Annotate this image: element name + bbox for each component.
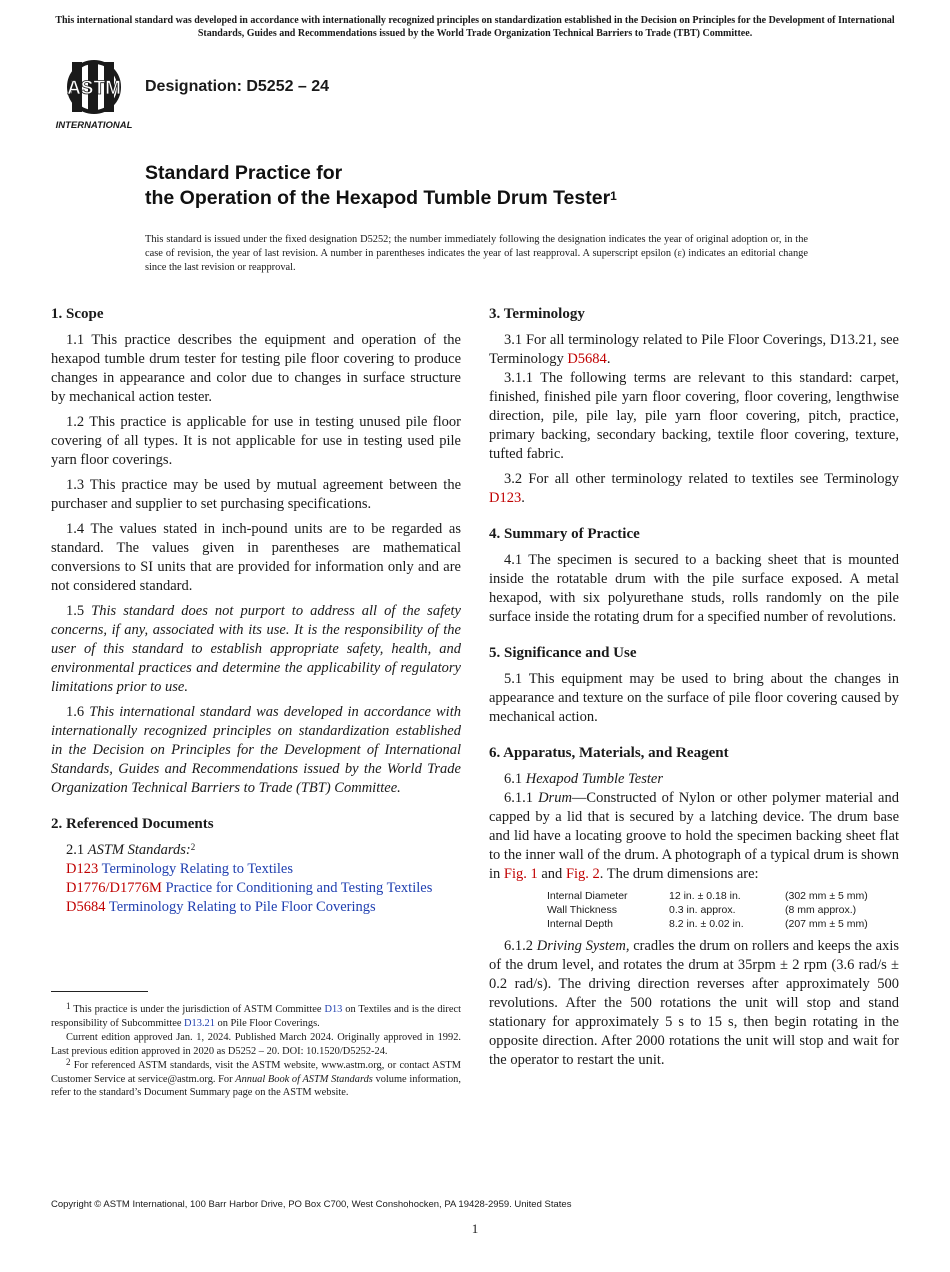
fig-1-link[interactable]: Fig. 1 bbox=[503, 866, 538, 882]
ref-code[interactable]: D5684 bbox=[66, 899, 106, 915]
terminology-3-2-end: . bbox=[521, 490, 525, 506]
table-row bbox=[547, 889, 868, 903]
terminology-heading: 3. Terminology bbox=[489, 306, 585, 322]
referenced-2-1 bbox=[51, 841, 461, 860]
scope-1-5-num: 1.5 bbox=[66, 603, 92, 619]
apparatus-6-1-num: 6.1 bbox=[504, 771, 526, 787]
scope-1-6-num: 1.6 bbox=[66, 704, 90, 720]
table-row bbox=[547, 903, 868, 917]
title-line-2 bbox=[145, 186, 617, 211]
footnote-2-mark: 2 bbox=[66, 1057, 71, 1067]
terminology-3-2 bbox=[489, 470, 899, 508]
drum-dimensions-table bbox=[547, 889, 868, 931]
apparatus-6-1-text: Hexapod Tumble Tester bbox=[525, 771, 663, 787]
scope-1-2: 1.2 This practice is applicable for use in testing unused pile floor covering of all types. It is not applicable for use in testing used pile yarn floor coverings. bbox=[51, 414, 461, 468]
footnote-1 bbox=[51, 1003, 461, 1030]
footnote-link-d13[interactable]: D13 bbox=[324, 1004, 343, 1015]
dim-name: Internal Diameter bbox=[547, 890, 628, 902]
dim-name: Wall Thickness bbox=[547, 904, 618, 916]
summary-heading: 4. Summary of Practice bbox=[489, 526, 640, 542]
title-line-2-text: the Operation of the Hexapod Tumble Drum Tester bbox=[145, 187, 611, 209]
dim-imperial: 0.3 in. approx. bbox=[669, 904, 736, 916]
astm-logo bbox=[52, 56, 136, 132]
footnote-1-end: on Pile Floor Coverings. bbox=[214, 1017, 320, 1029]
scope-heading: 1. Scope bbox=[51, 306, 104, 322]
ref-title[interactable]: Terminology Relating to Textiles bbox=[98, 861, 294, 877]
footnote-divider bbox=[51, 991, 148, 992]
terminology-3-2-text: 3.2 For all other terminology related to textiles see Terminology bbox=[504, 471, 899, 487]
terminology-3-1-text: 3.1 For all terminology related to Pile Floor Coverings, D13.21, see Terminology bbox=[489, 332, 899, 367]
apparatus-and: and bbox=[537, 866, 566, 882]
significance-heading: 5. Significance and Use bbox=[489, 645, 637, 661]
terminology-3-1-end: . bbox=[606, 351, 611, 367]
ref-title[interactable]: Terminology Relating to Pile Floor Coverings bbox=[105, 899, 376, 915]
apparatus-6-1-1 bbox=[489, 789, 899, 884]
apparatus-drum-term: Drum bbox=[538, 790, 572, 806]
title-line-1: Standard Practice for bbox=[145, 162, 343, 184]
apparatus-6-1-1-end: . The drum dimensions are: bbox=[599, 866, 759, 882]
referenced-2-1-num: 2.1 bbox=[66, 842, 88, 858]
dim-name: Internal Depth bbox=[547, 918, 613, 930]
scope-1-3: 1.3 This practice may be used by mutual agreement between the purchaser and supplier to set purchasing specifications. bbox=[51, 477, 461, 512]
footnote-2-text: For referenced ASTM standards, visit the ASTM website, www.astm.org, or contact ASTM Customer Service at service@astm.org. For bbox=[51, 1060, 461, 1085]
dim-metric: (207 mm ± 5 mm) bbox=[785, 918, 868, 930]
apparatus-6-1-2-num: 6.1.2 bbox=[504, 938, 537, 954]
referenced-2-1-text: ASTM Standards: bbox=[87, 842, 191, 858]
logo-text: ASTM bbox=[67, 78, 121, 99]
dim-metric: (302 mm ± 5 mm) bbox=[785, 890, 868, 902]
footnotes bbox=[51, 1003, 461, 1101]
fig-2-link[interactable]: Fig. 2 bbox=[565, 866, 600, 882]
title-footnote-mark: 1 bbox=[610, 189, 617, 203]
apparatus-6-1 bbox=[489, 770, 899, 789]
ref-code[interactable]: D123 bbox=[66, 861, 99, 877]
ref-code[interactable]: D1776/D1776M bbox=[66, 880, 162, 896]
dim-imperial: 8.2 in. ± 0.02 in. bbox=[669, 918, 744, 930]
page-number: 1 bbox=[471, 1221, 479, 1236]
apparatus-driving-term: Driving System, bbox=[536, 938, 630, 954]
apparatus-heading: 6. Apparatus, Materials, and Reagent bbox=[489, 745, 729, 761]
significance-5-1: 5.1 This equipment may be used to bring about the changes in appearance and texture on the surface of pile floor covering caused by mechanical action. bbox=[489, 671, 899, 725]
dim-metric: (8 mm approx.) bbox=[785, 904, 857, 916]
summary-4-1: 4.1 The specimen is secured to a backing sheet that is mounted inside the rotatable drum with the pile surface exposed. A metal hexapod, with six polyurethane studs, rolls randomly on the pile surface inside the rotating drum for a specified number of revolutions. bbox=[489, 552, 899, 625]
apparatus-6-1-1-text: —Constructed of Nylon or other polymer material and capped by a lid that is secured by a latching device. The drum base and lid have a locating groove to hold the specimen backing sheet flat to the inner wall of the drum. A photograph of a typical drum is shown in bbox=[489, 790, 899, 882]
ref-title[interactable]: Practice for Conditioning and Testing Textiles bbox=[161, 880, 433, 896]
right-column bbox=[489, 305, 899, 1070]
copyright: Copyright © ASTM International, 100 Barr Harbor Drive, PO Box C700, West Conshohocken, PA 19428-2959. United States bbox=[51, 1199, 572, 1210]
scope-1-4: 1.4 The values stated in inch-pound units are to be regarded as standard. The values given in parentheses are mathematical conversions to SI units that are provided for information only and are not considered standard. bbox=[51, 521, 461, 594]
scope-1-6 bbox=[51, 703, 461, 798]
issue-note: This standard is issued under the fixed designation D5252; the number immediately following the designation indicates the year of original adoption or, in the case of revision, the year of last revision. A number in parentheses indicates the year of last reapproval. A superscript epsilon (ε) indicates an editorial change since the last revision or reapproval. bbox=[145, 234, 808, 273]
left-column bbox=[51, 305, 461, 917]
top-notice: This international standard was developed in accordance with internationally recognized principles on standardization established in the Decision on Principles for the Development of International Standards, Guides and Recommendations issued by the World Trade Organization Technical Barriers to Trade (TBT) Committee. bbox=[55, 15, 895, 39]
scope-1-5-text: This standard does not purport to address all of the safety concerns, if any, associated with its use. It is the responsibility of the user of this standard to establish appropriate safety, health, and environmental practices and determine the applicability of regulatory limitations prior to use. bbox=[51, 603, 461, 695]
apparatus-6-1-2-text: cradles the drum on rollers and keeps the axis of the drum level, and rotates the drum at 35rpm ± 2 rpm (3.6 rad/s ± 0.2 rad/s). The driving direction reverses after approximately 500 revolutions. After the 500 rotations the unit will stop and stand stationary for approximately 5 s to 15 s, then begin rotating in the opposite direction. After 2000 rotations the unit will stop and wait for the operator to restart the unit. bbox=[489, 938, 899, 1068]
footnote-2 bbox=[51, 1059, 461, 1100]
scope-1-1: 1.1 This practice describes the equipment and operation of the hexapod tumble drum tester for testing pile floor covering to produce changes in appearance and color due to changes in surface structure by mechanical action tester. bbox=[51, 332, 461, 405]
logo-subtext: INTERNATIONAL bbox=[55, 120, 133, 131]
footnote-1-mark: 1 bbox=[66, 1001, 71, 1011]
footnote-link-d13-21[interactable]: D13.21 bbox=[184, 1017, 215, 1029]
table-row bbox=[547, 917, 868, 931]
terminology-link-d5684[interactable]: D5684 bbox=[567, 351, 607, 367]
terminology-3-1 bbox=[489, 331, 899, 369]
referenced-heading: 2. Referenced Documents bbox=[51, 816, 214, 832]
footnote-1-mid: on Textiles and is the direct responsibility of Subcommittee bbox=[51, 1004, 461, 1029]
scope-1-5 bbox=[51, 602, 461, 697]
apparatus-6-1-2 bbox=[489, 937, 899, 1070]
apparatus-6-1-1-num: 6.1.1 bbox=[504, 790, 539, 806]
referenced-footnote-mark: 2 bbox=[190, 842, 196, 852]
footnote-1-edition: Current edition approved Jan. 1, 2024. Published March 2024. Originally approved in 1992. Last previous edition approved in 2020 as D5252 – 20. DOI: 10.1520/D5252-24. bbox=[51, 1032, 461, 1057]
page-title bbox=[145, 161, 617, 211]
footnote-1-text: This practice is under the jurisdiction of ASTM Committee bbox=[70, 1004, 325, 1015]
designation: Designation: D5252 – 24 bbox=[145, 78, 330, 95]
dim-imperial: 12 in. ± 0.18 in. bbox=[669, 890, 741, 902]
ref-item[interactable] bbox=[66, 898, 461, 917]
terminology-3-1-1: 3.1.1 The following terms are relevant to this standard: carpet, finished, finished pile yarn floor covering, floor covering, lengthwise direction, pile, pile lay, pile yarn floor covering, pitch, practice, primary backing, secondary backing, textile floor covering, texture, tufted fabric. bbox=[489, 370, 899, 462]
ref-item[interactable] bbox=[66, 860, 461, 879]
footnote-2-end: volume information, refer to the standard’s Document Summary page on the ASTM website. bbox=[51, 1073, 461, 1098]
footnote-2-annual-book: Annual Book of ASTM Standards bbox=[235, 1073, 373, 1085]
ref-item[interactable] bbox=[66, 879, 461, 898]
terminology-link-d123[interactable]: D123 bbox=[489, 490, 522, 506]
scope-1-6-text: This international standard was developed in accordance with internationally recognized principles on standardization established in the Decision on Principles for the Development of International Standards, Guides and Recommendations issued by the World Trade Organization Technical Barriers to Trade (TBT) Committee. bbox=[51, 704, 461, 796]
